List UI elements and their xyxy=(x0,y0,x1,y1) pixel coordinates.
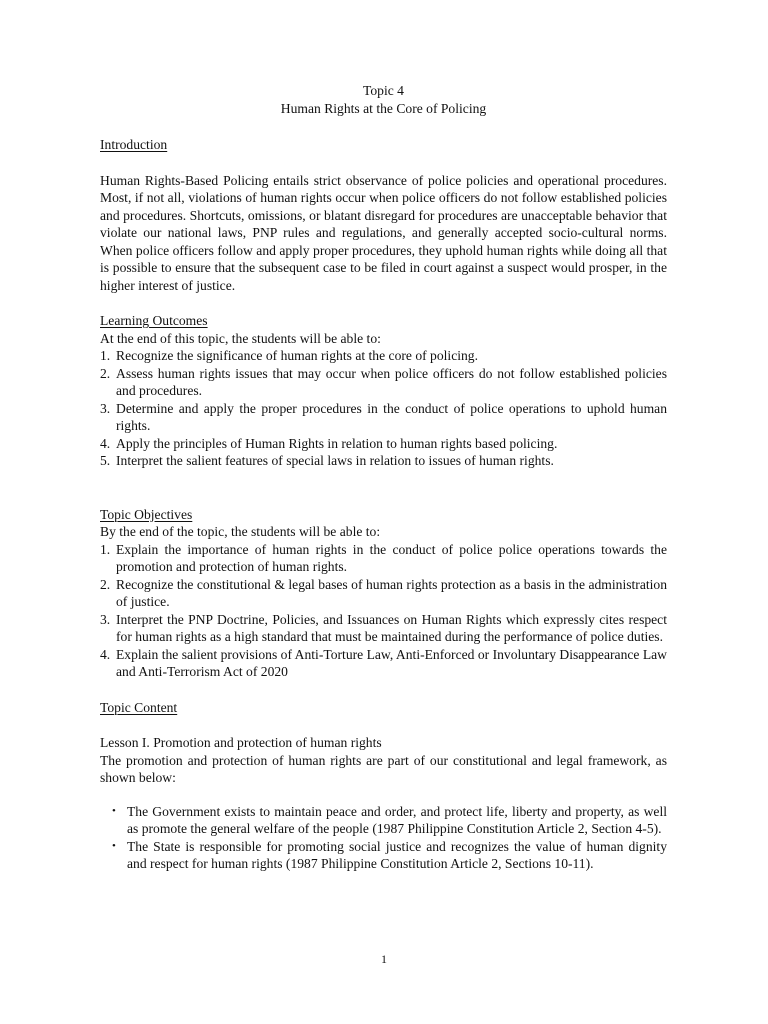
learning-outcomes-intro: At the end of this topic, the students will be able to: xyxy=(100,330,381,346)
list-number: 1. xyxy=(100,541,111,557)
list-item xyxy=(100,435,667,453)
list-number: 2. xyxy=(100,576,111,592)
list-item-text: Interpret the salient features of special laws in relation to issues of human rights. xyxy=(116,453,554,468)
list-item-text: Explain the salient provisions of Anti-Torture Law, Anti-Enforced or Involuntary Disappearance Law and Anti-Terrorism Act of 2020 xyxy=(116,646,667,679)
introduction-heading: Introduction xyxy=(100,137,168,152)
topic-content-heading: Topic Content xyxy=(100,699,178,715)
topic-objectives-intro: By the end of the topic, the students will be able to: xyxy=(100,524,381,539)
list-number: 4. xyxy=(100,435,111,451)
list-item-text: Explain the importance of human rights in the conduct of police police operations towards the promotion and protection of human rights. xyxy=(116,541,667,574)
list-number: 3. xyxy=(100,400,111,416)
list-item-text: Apply the principles of Human Rights in relation to human rights based policing. xyxy=(116,435,558,451)
bullet-text: The State is responsible for promoting social justice and recognizes the value of human dignity and respect for human rights (1987 Philippine Constitution Article 2, Sections 10-11). xyxy=(127,838,667,871)
list-number: 5. xyxy=(100,453,111,468)
list-item xyxy=(100,400,667,435)
list-item xyxy=(100,541,667,576)
topic-objectives-heading: Topic Objectives xyxy=(100,506,193,522)
title-block xyxy=(100,82,667,118)
lesson-title: Lesson I. Promotion and protection of human rights xyxy=(100,735,382,750)
topic-objectives-list xyxy=(100,541,667,681)
list-item-text: Assess human rights issues that may occur when police officers do not follow established policies and procedures. xyxy=(116,365,667,398)
learning-outcomes-list xyxy=(100,347,667,470)
lesson-bullet-list xyxy=(100,803,667,873)
list-number: 4. xyxy=(100,646,111,662)
list-item-text: Recognize the constitutional & legal bases of human rights protection as a basis in the administration of justice. xyxy=(116,576,667,609)
list-item-text: Determine and apply the proper procedures in the conduct of police operations to uphold human rights. xyxy=(116,400,667,433)
bullet-icon: • xyxy=(112,839,116,852)
bullet-icon: • xyxy=(112,804,116,817)
list-item xyxy=(100,576,667,611)
learning-outcomes-heading: Learning Outcomes xyxy=(100,313,208,328)
list-item-text: Recognize the significance of human rights at the core of policing. xyxy=(116,348,478,363)
list-item-text: Interpret the PNP Doctrine, Policies, and Issuances on Human Rights which expressly cites respect for human rights as a high standard that must be maintained during the performance of police duties. xyxy=(116,611,667,644)
list-item xyxy=(100,365,667,400)
page-number: 1 xyxy=(381,952,387,966)
topic-title: Human Rights at the Core of Policing xyxy=(280,101,487,116)
list-number: 2. xyxy=(100,365,111,381)
list-item xyxy=(100,646,667,681)
bullet-item xyxy=(100,838,667,873)
list-item xyxy=(100,347,667,365)
topic-number: Topic 4 xyxy=(363,83,404,98)
list-number: 1. xyxy=(100,348,111,363)
introduction-paragraph: Human Rights-Based Policing entails strict observance of police policies and operational procedures. Most, if not all, violations of human rights occur when police officers do not follow established policies and procedures. Shortcuts, omissions, or blatant disregard for procedures are unacceptable behavior that violate our national laws, PNP rules and regulations, and generally accepted socio-cultural norms. When police officers follow and apply proper procedures, they uphold human rights while doing all that is possible to ensure that the subsequent case to be filed in court against a suspect would prosper, in the higher interest of justice. xyxy=(100,172,667,293)
list-item xyxy=(100,611,667,646)
list-number: 3. xyxy=(100,611,111,627)
bullet-item xyxy=(100,803,667,838)
bullet-text: The Government exists to maintain peace and order, and protect life, liberty and property, as well as promote the general welfare of the people (1987 Philippine Constitution Article 2, Section 4-5). xyxy=(127,803,667,836)
list-item xyxy=(100,452,667,470)
lesson-intro: The promotion and protection of human rights are part of our constitutional and legal framework, as shown below: xyxy=(100,752,667,785)
